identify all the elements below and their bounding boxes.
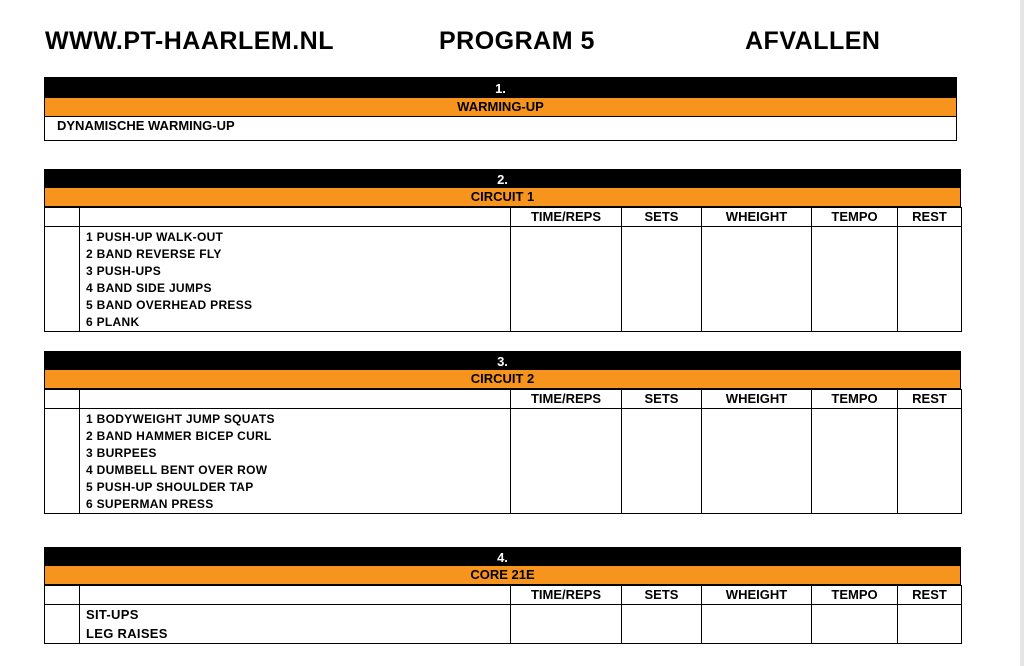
col-time-reps: TIME/REPS [511, 586, 622, 605]
wheight-cell [702, 605, 812, 644]
program-title: PROGRAM 5 [439, 27, 595, 55]
col-rest: REST [898, 586, 962, 605]
warmup-row: DYNAMISCHE WARMING-UP [44, 117, 957, 141]
exercise-table [44, 389, 962, 514]
section-warming-up [44, 77, 957, 141]
col-wheight: WHEIGHT [702, 390, 812, 409]
list-item: 2 BAND REVERSE FLY [86, 247, 222, 261]
list-item: SIT-UPS [86, 607, 139, 622]
list-item: 1 PUSH-UP WALK-OUT [86, 230, 224, 244]
wheight-cell [702, 227, 812, 332]
col-tempo: TEMPO [812, 586, 898, 605]
list-item: 6 SUPERMAN PRESS [86, 497, 214, 511]
col-wheight: WHEIGHT [702, 208, 812, 227]
section-number: 1. [44, 77, 957, 98]
section-number: 2. [44, 169, 961, 188]
table-row [45, 409, 962, 514]
blank-cell [45, 227, 80, 332]
col-sets: SETS [622, 390, 702, 409]
list-item: 5 BAND OVERHEAD PRESS [86, 298, 253, 312]
table-row [45, 605, 962, 644]
page-edge [1020, 0, 1024, 666]
table-header-row [45, 586, 962, 605]
list-item: LEG RAISES [86, 626, 168, 641]
blank-header-cell [45, 390, 80, 409]
exercise-list [80, 227, 511, 332]
section-title: WARMING-UP [44, 98, 957, 117]
list-item: 2 BAND HAMMER BICEP CURL [86, 429, 272, 443]
document-header [0, 27, 1020, 57]
list-item: 1 BODYWEIGHT JUMP SQUATS [86, 412, 275, 426]
col-rest: REST [898, 390, 962, 409]
col-sets: SETS [622, 586, 702, 605]
rest-cell [898, 409, 962, 514]
tempo-cell [812, 605, 898, 644]
exercise-list [80, 409, 511, 514]
section-number: 3. [44, 351, 961, 370]
exercise-list [80, 605, 511, 644]
exercise-table [44, 585, 962, 644]
program-goal: AFVALLEN [745, 27, 881, 55]
col-sets: SETS [622, 208, 702, 227]
sets-cell [622, 605, 702, 644]
list-item: 6 PLANK [86, 315, 140, 329]
col-rest: REST [898, 208, 962, 227]
exercise-table [44, 207, 962, 332]
rest-cell [898, 605, 962, 644]
section-circuit-2 [44, 351, 961, 514]
section-core [44, 547, 961, 644]
exercise-header-cell [80, 390, 511, 409]
col-time-reps: TIME/REPS [511, 208, 622, 227]
sets-cell [622, 409, 702, 514]
section-title: CIRCUIT 1 [44, 188, 961, 207]
blank-cell [45, 605, 80, 644]
rest-cell [898, 227, 962, 332]
table-row [45, 227, 962, 332]
list-item: 3 PUSH-UPS [86, 264, 162, 278]
table-header-row [45, 208, 962, 227]
section-title: CIRCUIT 2 [44, 370, 961, 389]
time-reps-cell [511, 227, 622, 332]
col-wheight: WHEIGHT [702, 586, 812, 605]
blank-header-cell [45, 208, 80, 227]
list-item: 3 BURPEES [86, 446, 157, 460]
section-title: CORE 21E [44, 566, 961, 585]
blank-cell [45, 409, 80, 514]
section-circuit-1 [44, 169, 961, 332]
col-tempo: TEMPO [812, 390, 898, 409]
list-item: 4 BAND SIDE JUMPS [86, 281, 212, 295]
blank-header-cell [45, 586, 80, 605]
col-time-reps: TIME/REPS [511, 390, 622, 409]
table-header-row [45, 390, 962, 409]
exercise-header-cell [80, 208, 511, 227]
list-item: 5 PUSH-UP SHOULDER TAP [86, 480, 254, 494]
sets-cell [622, 227, 702, 332]
tempo-cell [812, 409, 898, 514]
exercise-header-cell [80, 586, 511, 605]
list-item: 4 DUMBELL BENT OVER ROW [86, 463, 268, 477]
wheight-cell [702, 409, 812, 514]
time-reps-cell [511, 409, 622, 514]
time-reps-cell [511, 605, 622, 644]
tempo-cell [812, 227, 898, 332]
section-number: 4. [44, 547, 961, 566]
site-url: WWW.PT-HAARLEM.NL [45, 27, 335, 55]
col-tempo: TEMPO [812, 208, 898, 227]
